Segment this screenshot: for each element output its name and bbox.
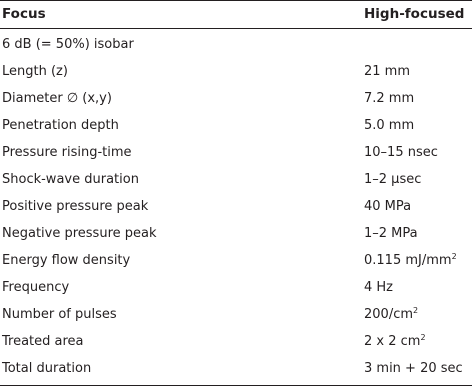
table-row: [0, 195, 472, 222]
row-value: 1–2 µsec: [364, 172, 422, 187]
table-row: [0, 33, 472, 60]
row-value: 5.0 mm: [364, 118, 415, 133]
row-value: 7.2 mm: [364, 91, 415, 106]
row-value: 21 mm: [364, 64, 411, 79]
table-body: [0, 33, 472, 384]
table-header-row: [0, 0, 472, 28]
row-value: 10–15 nsec: [364, 145, 438, 160]
row-value: 3 min + 20 sec: [364, 361, 463, 376]
table-row: [0, 114, 472, 141]
superscript: 2: [420, 333, 426, 342]
table-row: [0, 276, 472, 303]
table-row: [0, 249, 472, 276]
table-row: [0, 303, 472, 330]
row-label: Number of pulses: [2, 307, 117, 322]
table-row: [0, 60, 472, 87]
table-row: [0, 222, 472, 249]
row-value: 1–2 MPa: [364, 226, 418, 241]
row-label: Treated area: [2, 334, 84, 349]
row-label: Negative pressure peak: [2, 226, 157, 241]
row-value: 40 MPa: [364, 199, 412, 214]
row-label: Penetration depth: [2, 118, 119, 133]
row-value: [364, 333, 426, 351]
table-row: [0, 87, 472, 114]
row-label: Frequency: [2, 280, 70, 295]
row-label: Total duration: [2, 361, 92, 376]
row-label: Diameter ∅ (x,y): [2, 91, 112, 106]
row-label: Energy flow density: [2, 253, 131, 268]
row-value: 4 Hz: [364, 280, 394, 295]
table-row: [0, 141, 472, 168]
table-header-rule: [0, 28, 472, 29]
row-label: Positive pressure peak: [2, 199, 149, 214]
row-value: [364, 306, 418, 324]
row-label: 6 dB (= 50%) isobar: [2, 37, 134, 52]
row-label: Pressure rising-time: [2, 145, 132, 160]
table-row: [0, 357, 472, 384]
row-label: Shock-wave duration: [2, 172, 139, 187]
superscript: 2: [413, 306, 419, 315]
row-value-text: 200/cm: [364, 307, 414, 322]
header-high-focused: High-focused: [364, 6, 465, 22]
table-row: [0, 330, 472, 357]
table-row: [0, 168, 472, 195]
superscript: 2: [451, 252, 457, 261]
header-focus: Focus: [2, 6, 46, 22]
row-value-text: 2 x 2 cm: [364, 334, 421, 349]
row-value: [364, 252, 457, 270]
row-value-text: 0.115 mJ/mm: [364, 253, 452, 268]
row-label: Length (z): [2, 64, 68, 79]
